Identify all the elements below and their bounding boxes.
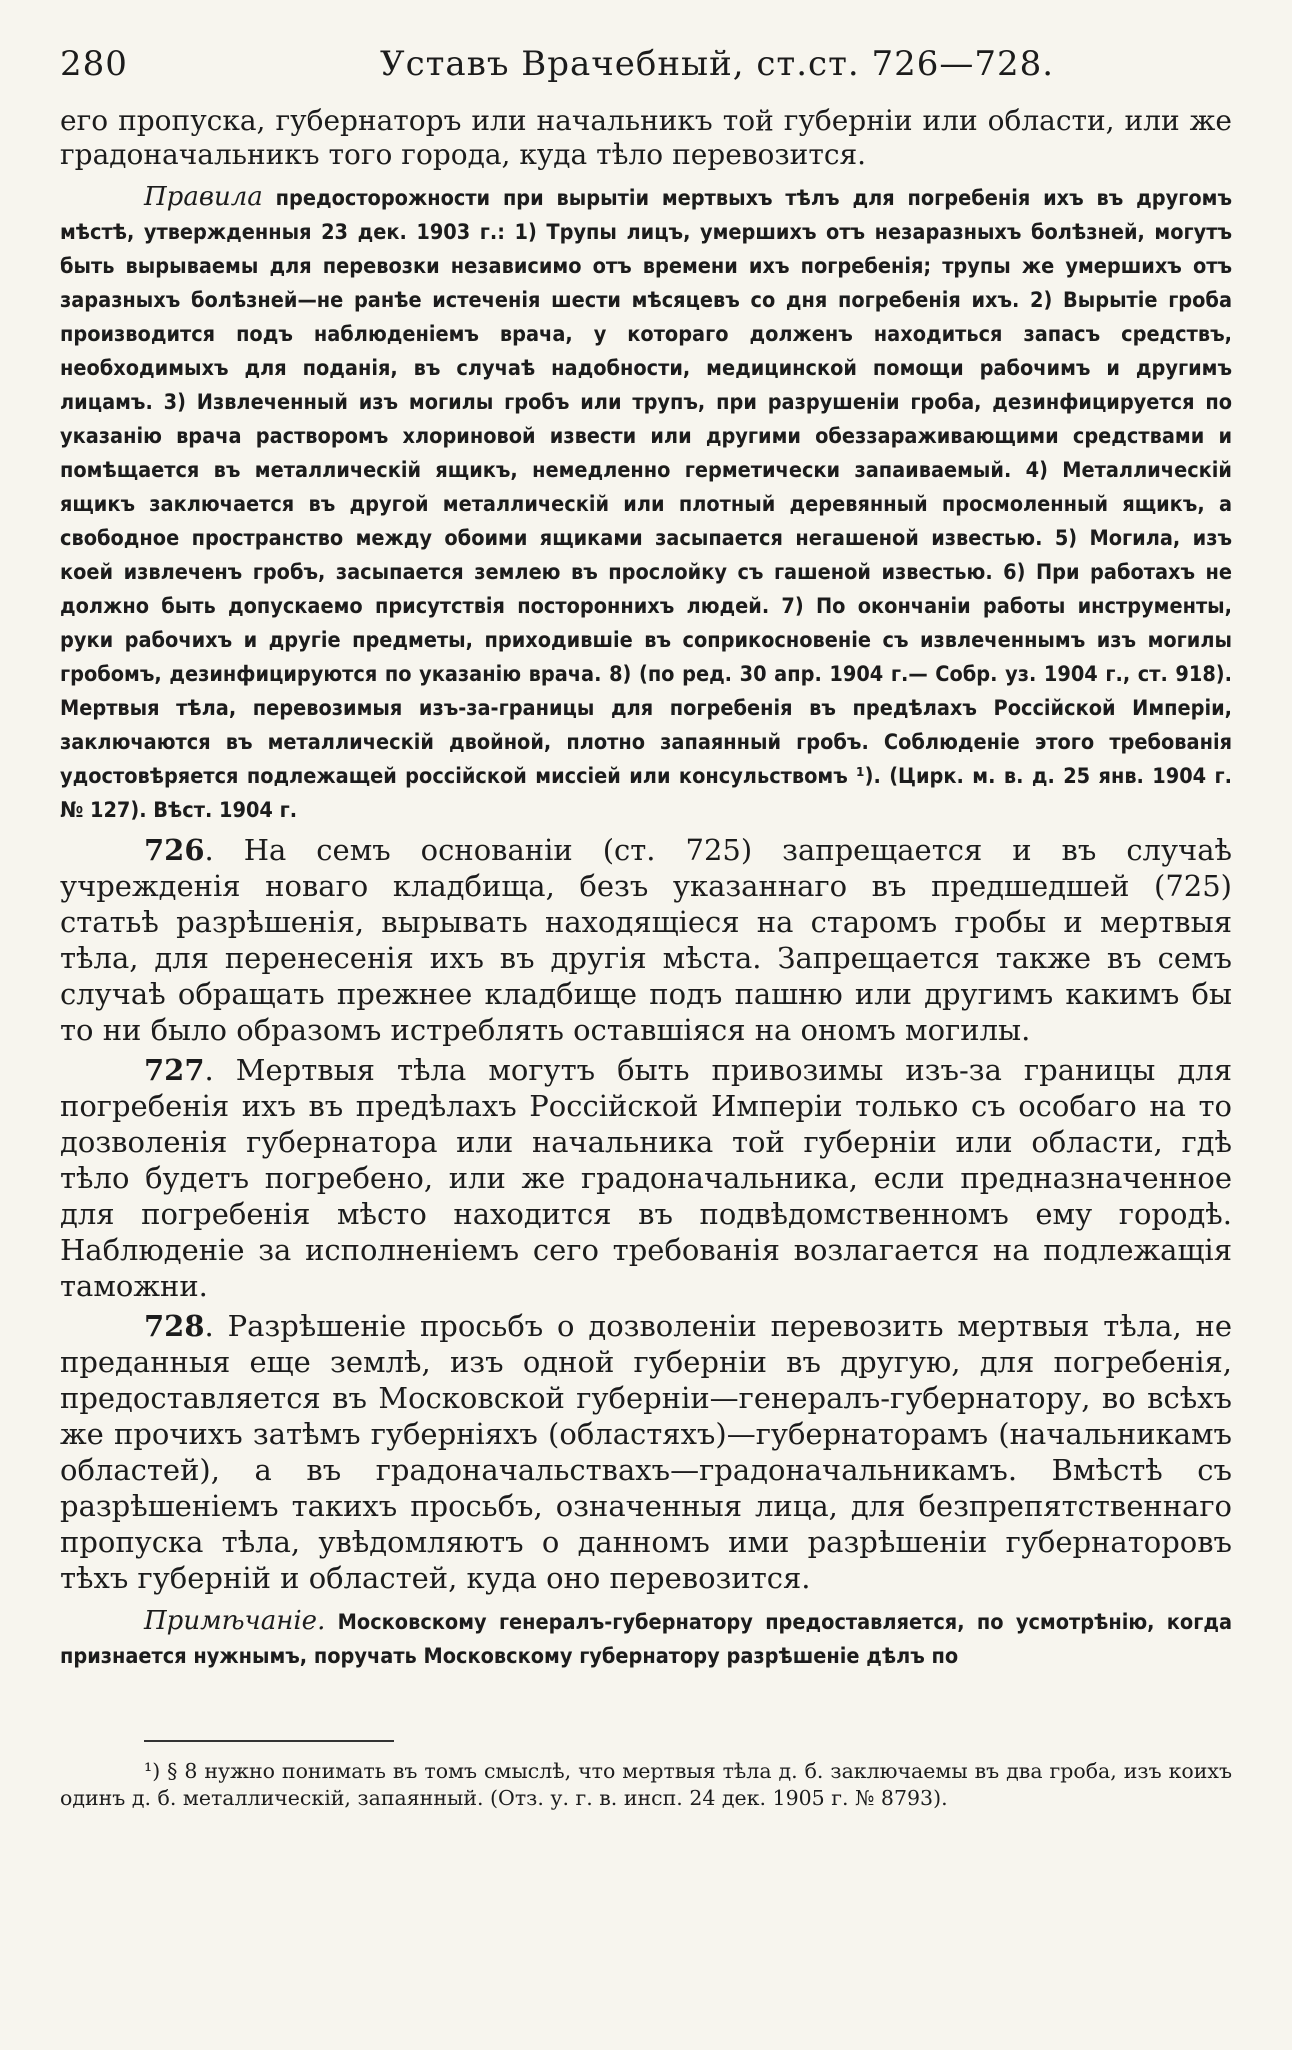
- rules-label: Правила: [144, 182, 263, 212]
- article-text: . На семъ основаніи (ст. 725) запрещается и въ случаѣ учрежденія новаго кладбища, безъ указаннаго въ предшедшей (725) статьѣ разрѣшенія, вырывать находящіеся на старомъ гробы и мертвыя тѣла, для перенесенія ихъ въ другія мѣста. Запрещается также въ семъ случаѣ обращать прежнее кладбище подъ пашню или другимъ какимъ бы то ни было образомъ истреблять оставшіяся на ономъ могилы.: [60, 833, 1232, 1047]
- page-header: [60, 44, 1232, 104]
- rules-text: предосторожности при вырытіи мертвыхъ тѣлъ для погребенія ихъ въ другомъ мѣстѣ, утвержденныя 23 дек. 1903 г.: 1) Трупы лицъ, умершихъ отъ незаразныхъ болѣзней, могутъ быть вырываемы для перевозки независимо отъ времени ихъ погребенія; трупы же умершихъ отъ заразныхъ болѣзней—не ранѣе истеченія шести мѣсяцевъ со дня погребенія ихъ. 2) Вырытіе гроба производится подъ наблюденіемъ врача, у котораго долженъ находиться запасъ средствъ, необходимыхъ для поданія, въ случаѣ надобности, медицинской помощи рабочимъ и другимъ лицамъ. 3) Извлеченный изъ могилы гробъ или трупъ, при разрушеніи гроба, дезинфицируется по указанію врача растворомъ хлориновой извести или другими обеззараживающими средствами и помѣщается въ металлическій ящикъ, немедленно герметически запаиваемый. 4) Металлическій ящикъ заключается въ другой металлическій или плотный деревянный просмоленный ящикъ, а свободное пространство между обоими ящиками засыпается негашеной известью. 5) Могила, изъ коей извлеченъ гробъ, засыпается землею въ прослойку съ гашеной известью. 6) При работахъ не должно быть допускаемо присутствія постороннихъ людей. 7) По окончаніи работы инструменты, руки рабочихъ и другіе предметы, приходившіе въ соприкосновеніе съ извлеченнымъ изъ могилы гробомъ, дезинфицируются по указанію врача. 8) (по ред. 30 апр. 1904 г.— Собр. уз. 1904 г., ст. 918). Мертвыя тѣла, перевозимыя изъ-за-границы для погребенія въ предѣлахъ Россійской Имперіи, заключаются въ металлическій двойной, плотно запаянный гробъ. Соблюденіе этого требованія удостовѣряется подлежащей россійской миссіей или консульствомъ ¹). (Цирк. м. в. д. 25 янв. 1904 г. № 127). Вѣст. 1904 г.: [60, 186, 1232, 823]
- note-text: Московскому генералъ-губернатору предоставляется, по усмотрѣнію, когда признается нужнымъ, поручать Московскому губернатору разрѣшеніе дѣлъ по: [60, 1610, 1232, 1669]
- intro-continuation: его пропуска, губернаторъ или начальникъ той губерніи или области, или же градоначальникъ того города, куда тѣло перевозится.: [60, 104, 1232, 171]
- footnote: ¹) § 8 нужно понимать въ томъ смыслѣ, что мертвыя тѣла д. б. заключаемы въ два гроба, изъ коихъ одинъ д. б. металлическій, запаянный. (Отз. у. г. в. инсп. 24 дек. 1905 г. № 8793).: [60, 1759, 1232, 1810]
- page: [60, 44, 1232, 1812]
- article-726: [60, 832, 1232, 1048]
- running-title: Уставъ Врачебный, ст.ст. 726—728.: [380, 44, 1055, 84]
- article-text: . Разрѣшеніе просьбъ о дозволеніи перевозить мертвыя тѣла, не преданныя еще землѣ, изъ одной губерніи въ другую, для погребенія, предоставляется въ Московской губерніи—генералъ-губернатору, во всѣхъ же прочихъ затѣмъ губерніяхъ (областяхъ)—губернаторамъ (начальникамъ областей), а въ градоначальствахъ—градоначальникамъ. Вмѣстѣ съ разрѣшеніемъ такихъ просьбъ, означенныя лица, для безпрепятственнаго пропуска тѣла, увѣдомляютъ о данномъ ими разрѣшеніи губернаторовъ тѣхъ губерній и областей, куда оно перевозится.: [60, 1309, 1232, 1595]
- rules-paragraph: [60, 180, 1232, 828]
- article-728: [60, 1308, 1232, 1596]
- footnote-divider: [144, 1740, 394, 1742]
- article-number: 728: [144, 1309, 205, 1343]
- article-727: [60, 1052, 1232, 1304]
- article-text: . Мертвыя тѣла могутъ быть привозимы изъ-за границы для погребенія ихъ въ предѣлахъ Россійской Имперіи только съ особаго на то дозволенія губернатора или начальника той губерніи или области, гдѣ тѣло будетъ погребено, или же градоначальника, если предназначенное для погребенія мѣсто находится въ подвѣдомственномъ ему городѣ. Наблюденіе за исполненіемъ сего требованія возлагается на подлежащія таможни.: [60, 1053, 1232, 1303]
- note-paragraph: [60, 1604, 1232, 1674]
- article-number: 726: [144, 833, 205, 867]
- article-number: 727: [144, 1053, 205, 1087]
- note-label: Примѣчаніе.: [144, 1606, 326, 1636]
- page-number: 280: [60, 44, 128, 84]
